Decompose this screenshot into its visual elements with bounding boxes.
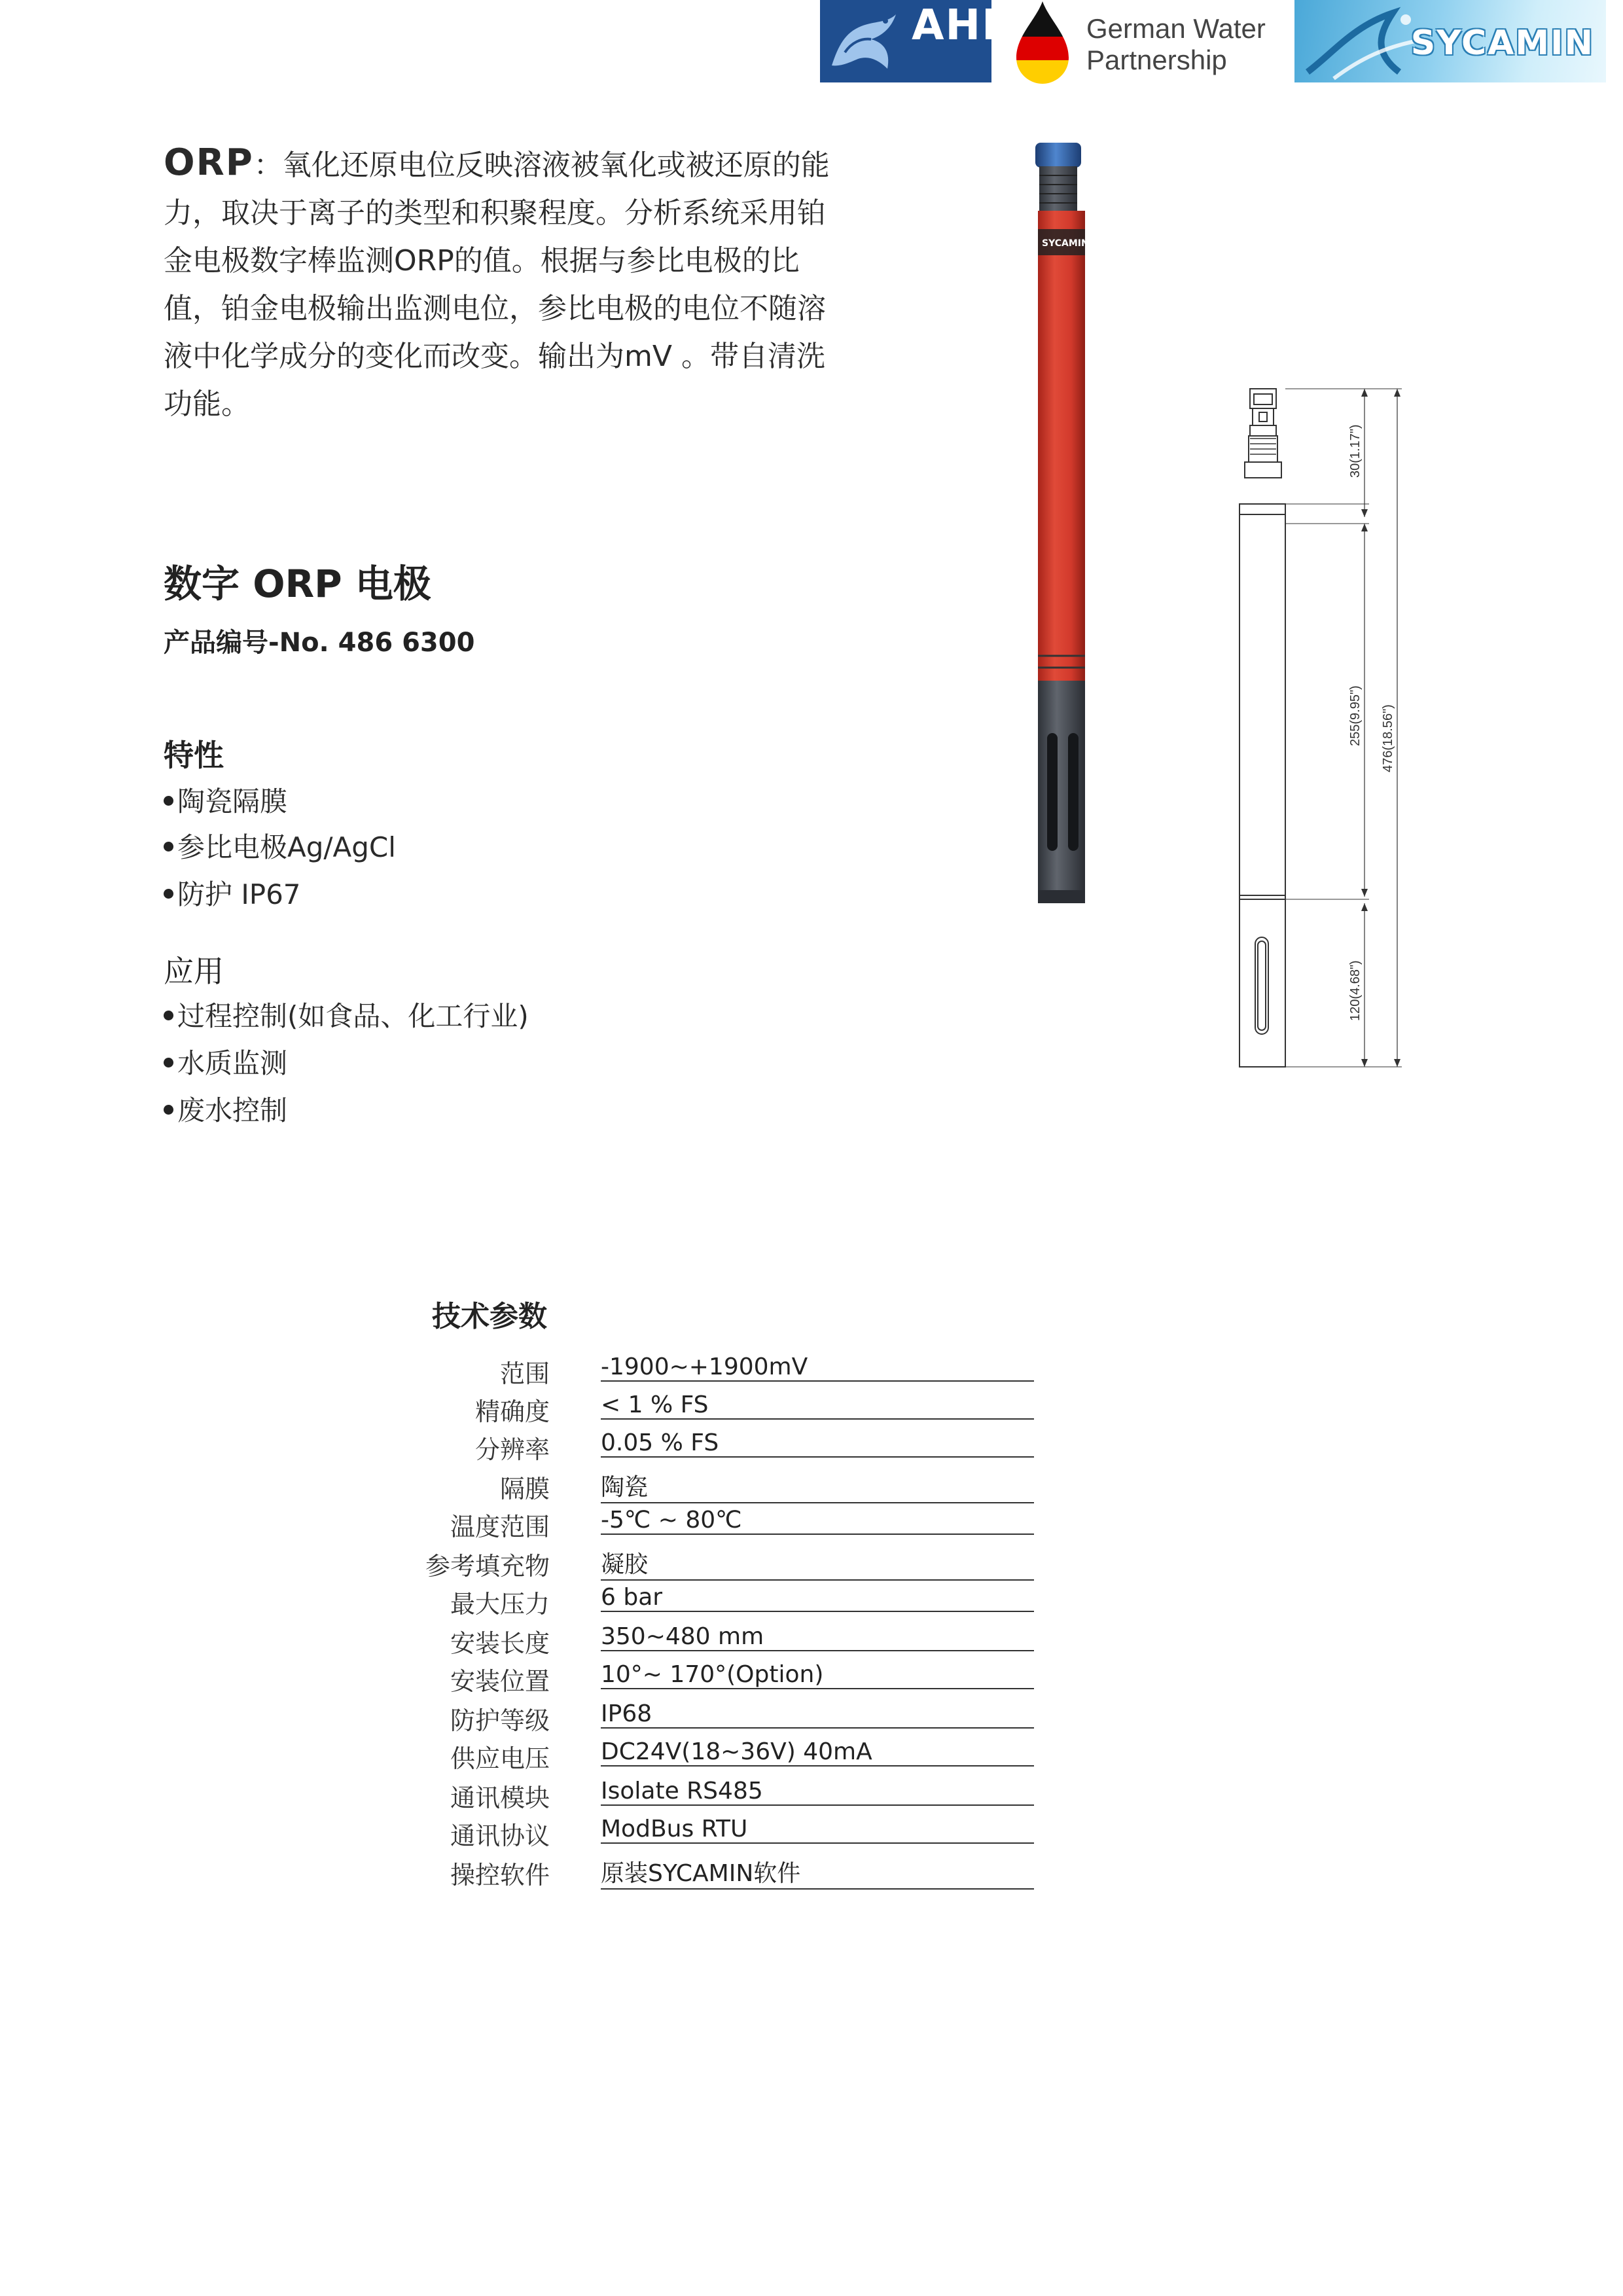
spec-label: 参考填充物: [425, 1552, 550, 1581]
application-item: 废水控制: [164, 1089, 287, 1128]
spec-row: [366, 1621, 1270, 1659]
technical-drawing: [1230, 380, 1427, 1086]
specs-title: 技术参数: [432, 1300, 547, 1333]
spec-label: 操控软件: [450, 1861, 550, 1890]
spec-row: [366, 1581, 1270, 1619]
spec-row: [366, 1543, 1270, 1581]
spec-row: [366, 1775, 1270, 1813]
spec-label: 安装长度: [450, 1629, 550, 1658]
spec-value: -1900~+1900mV: [601, 1354, 1034, 1382]
ahk-logo-text: AHK: [912, 1, 1016, 50]
application-item: 过程控制(如食品、化工行业): [164, 995, 529, 1034]
spec-row: [366, 1427, 1270, 1465]
spec-label: 通讯模块: [450, 1784, 550, 1812]
german-water-partnership-logo: [1013, 0, 1275, 85]
spec-label: 温度范围: [450, 1513, 550, 1541]
spec-label: 范围: [499, 1359, 550, 1388]
spec-value: Isolate RS485: [601, 1778, 1034, 1806]
electrode-brand-label: SYCAMIN: [1042, 238, 1089, 249]
product-title: 数字 ORP 电极: [164, 562, 431, 606]
spec-label: 供应电压: [450, 1744, 550, 1773]
spec-value: DC24V(18~36V) 40mA: [601, 1738, 1034, 1767]
sycamin-logo: [1294, 0, 1606, 82]
intro-lead: ORP: [164, 141, 254, 184]
electrode-photo: [1021, 137, 1126, 910]
dimension-label: 476(18.56"): [1381, 704, 1395, 772]
spec-row: [366, 1351, 1270, 1389]
spec-value: < 1 % FS: [601, 1391, 1034, 1420]
product-code: 产品编号-No. 486 6300: [164, 628, 475, 658]
feature-item: 陶瓷隔膜: [164, 780, 287, 819]
application-item: 水质监测: [164, 1042, 287, 1081]
spec-row: [366, 1504, 1270, 1542]
applications-heading: 应用: [164, 954, 224, 989]
spec-row: [366, 1698, 1270, 1736]
dimension-label: 255(9.95"): [1348, 685, 1363, 746]
spec-value: 350~480 mm: [601, 1623, 1034, 1651]
spec-value: 10°~ 170°(Option): [601, 1661, 1034, 1689]
feature-item: 参比电极Ag/AgCl: [164, 826, 396, 865]
gwp-text-line1: German Water: [1086, 13, 1266, 44]
spec-row: [366, 1659, 1270, 1696]
spec-value: -5℃ ~ 80℃: [601, 1507, 1034, 1535]
dimension-label: 30(1.17"): [1348, 424, 1363, 478]
feature-item: 防护 IP67: [164, 873, 301, 912]
ahk-logo: [820, 0, 1016, 82]
spec-row: [366, 1736, 1270, 1774]
spec-row: [366, 1466, 1270, 1504]
spec-row: [366, 1813, 1270, 1851]
spec-value: 6 bar: [601, 1584, 1034, 1612]
intro-text: ：氧化还原电位反映溶液被氧化或被还原的能力，取决于离子的类型和积聚程度。分析系统采用铂金电极数字棒监测ORP的值。根据与参比电极的比值，铂金电极输出监测电位，参比电极的电位不随溶液中化学成分的变化而改变。输出为mV 。带自清洗功能。: [164, 149, 830, 421]
spec-label: 防护等级: [450, 1706, 550, 1735]
spec-label: 精确度: [474, 1397, 550, 1426]
features-heading: 特性: [164, 738, 224, 773]
sycamin-logo-text: SYCAMIN: [1410, 24, 1594, 63]
spec-label: 最大压力: [450, 1590, 550, 1619]
spec-value: IP68: [601, 1700, 1034, 1729]
spec-label: 通讯协议: [450, 1821, 550, 1850]
gwp-text-line2: Partnership: [1086, 45, 1227, 75]
spec-label: 安装位置: [450, 1667, 550, 1696]
spec-label: 隔膜: [499, 1475, 550, 1503]
spec-row: [366, 1389, 1270, 1427]
spec-value: 凝胶: [601, 1546, 1034, 1581]
dragon-icon: [825, 7, 904, 76]
spec-value: 陶瓷: [601, 1469, 1034, 1503]
dimension-label: 120(4.68"): [1348, 960, 1363, 1021]
spec-value: 原装SYCAMIN软件: [601, 1855, 1034, 1890]
german-flag-drop-icon: [1013, 0, 1072, 85]
spec-label: 分辨率: [474, 1435, 550, 1464]
spec-value: 0.05 % FS: [601, 1429, 1034, 1458]
spec-value: ModBus RTU: [601, 1816, 1034, 1844]
spec-row: [366, 1852, 1270, 1890]
intro-paragraph: [164, 139, 844, 428]
